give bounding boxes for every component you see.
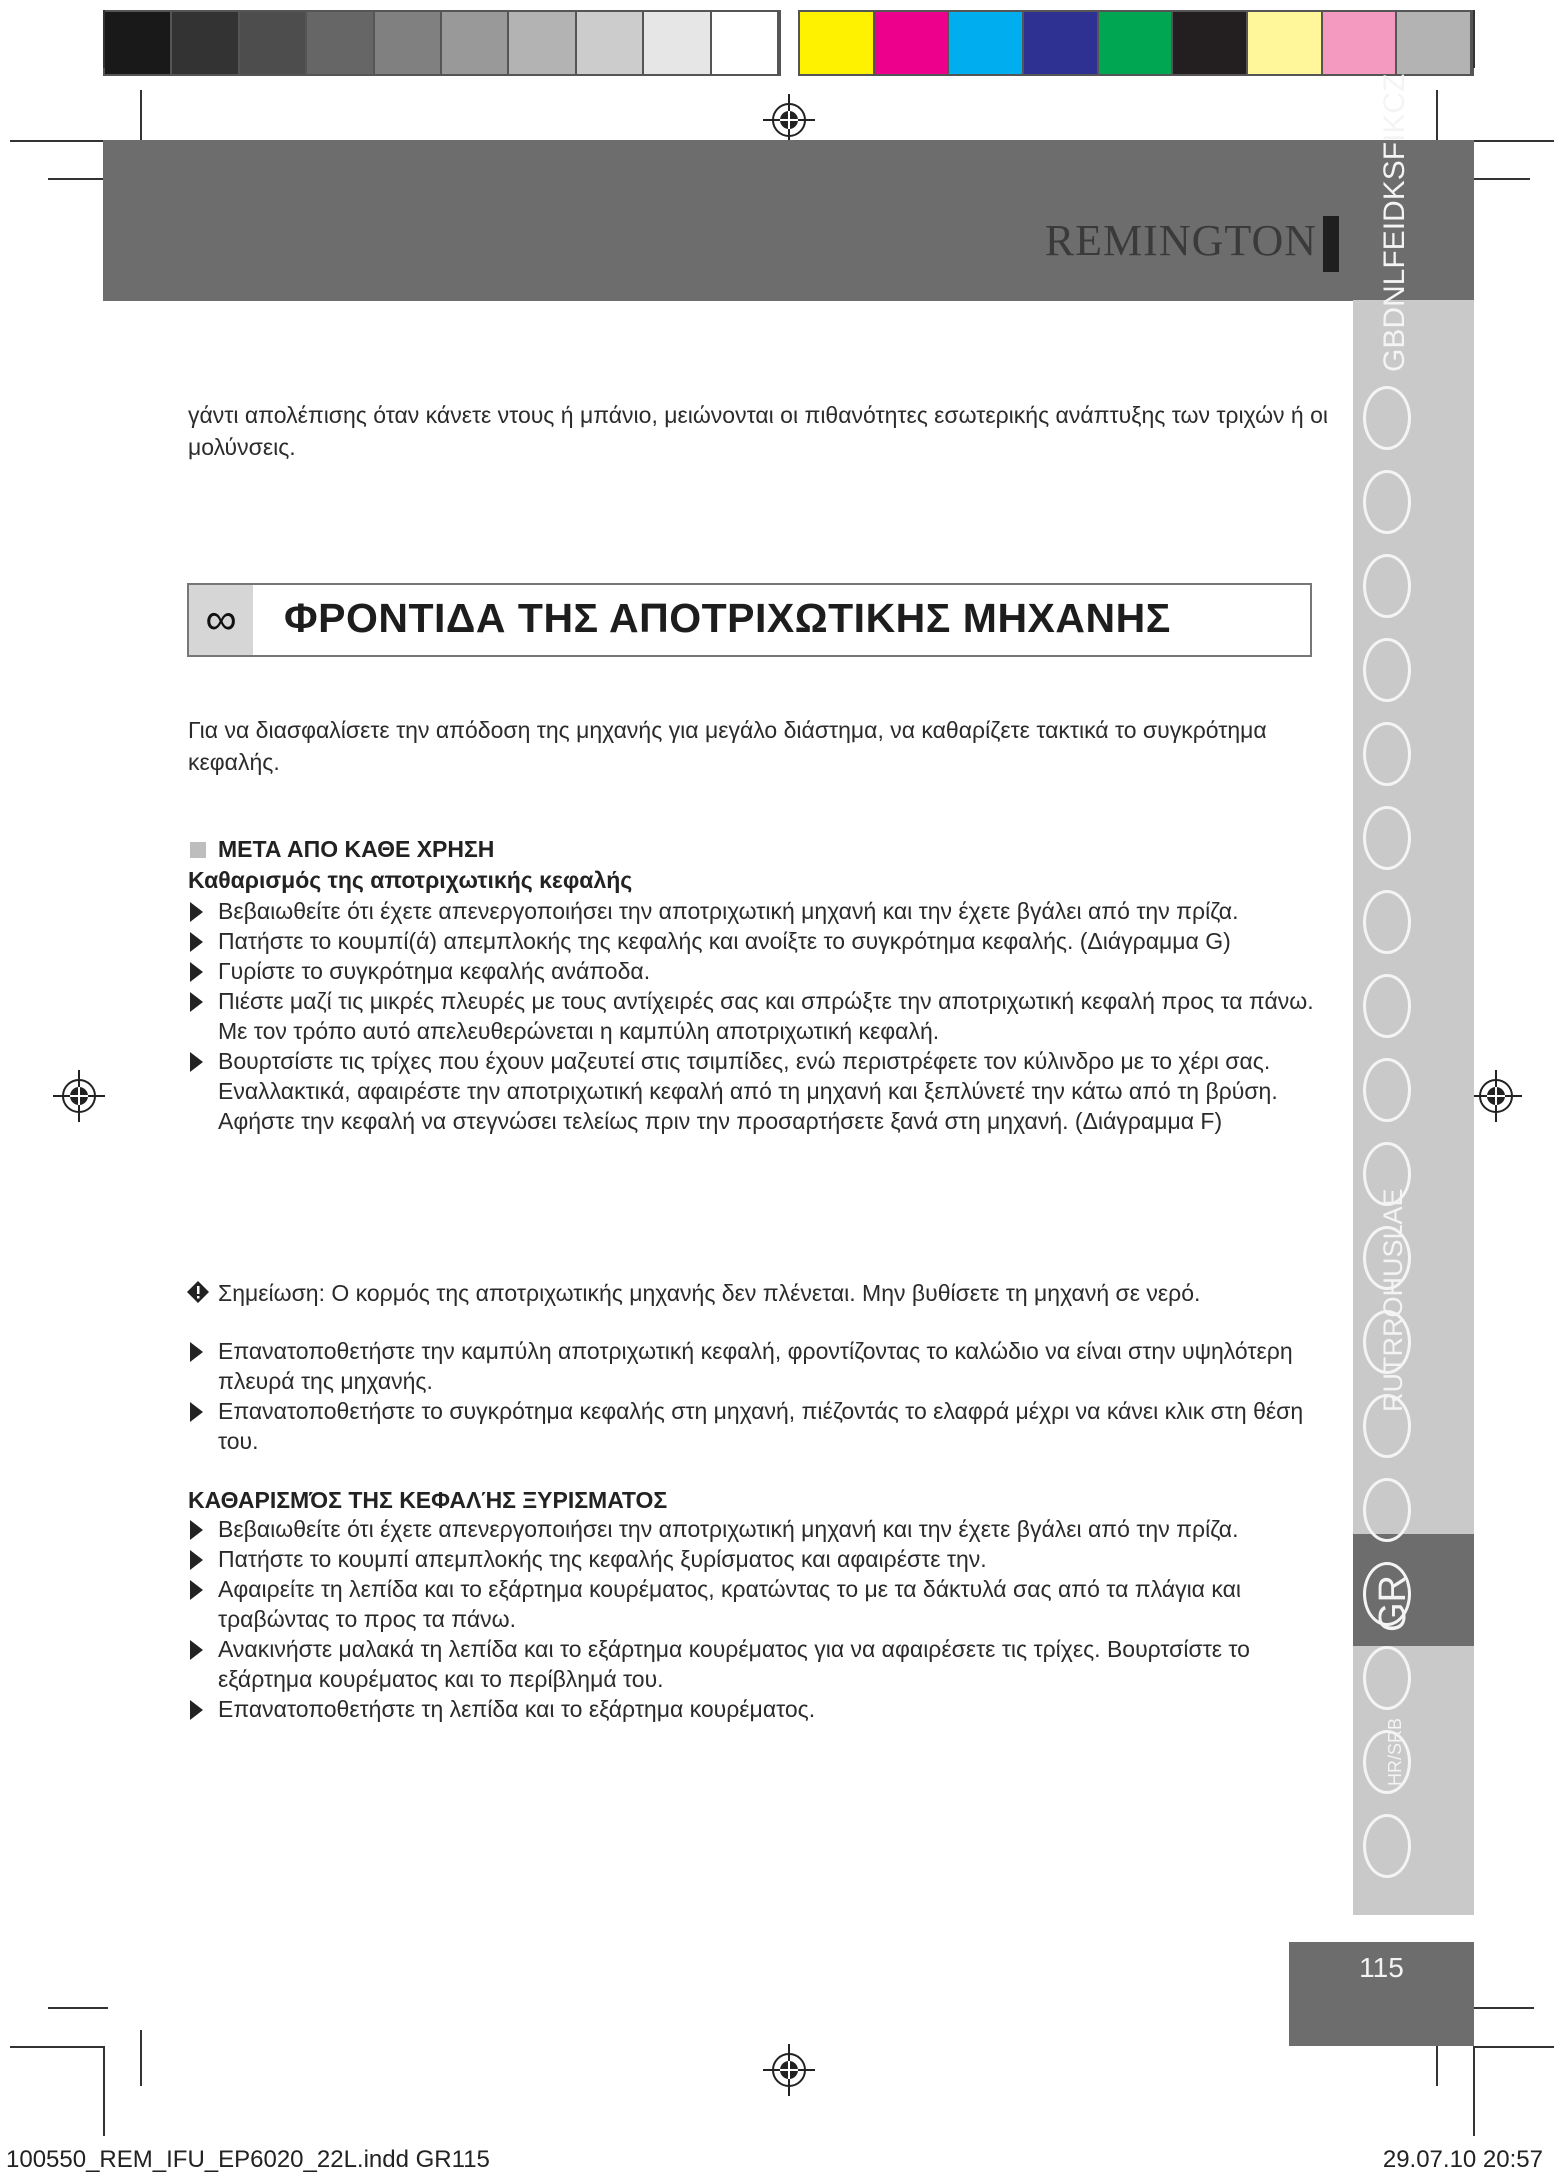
section-title: ΦΡΟΝΤΙΔΑ ΤΗΣ ΑΠΟΤΡΙΧΩΤΙΚΗΣ ΜΗΧΑΝΗΣ	[284, 595, 1171, 641]
crop-mark	[10, 2046, 104, 2048]
gray-swatch	[240, 12, 307, 74]
registration-target-icon	[763, 2044, 815, 2096]
crop-mark	[1473, 2046, 1475, 2136]
gray-swatch	[509, 12, 576, 74]
arrow-bullet-icon	[190, 1700, 203, 1720]
color-swatch	[1248, 12, 1323, 74]
language-circle-icon	[1363, 1730, 1411, 1794]
language-circle-icon	[1363, 1226, 1411, 1290]
page-number: 115	[1359, 1952, 1404, 1983]
list-item: Επανατοποθετήστε την καμπύλη αποτριχωτική κεφαλή, φροντίζοντας το καλώδιο να είναι στην υψηλότερη πλευρά της μηχανής.	[188, 1336, 1348, 1396]
list-item: Βεβαιωθείτε ότι έχετε απενεργοποιήσει την αποτριχωτική μηχανή και την έχετε βγάλει από την πρίζα.	[188, 896, 1348, 926]
after-use-heading: ΜΕΤΑ ΑΠΟ ΚΑΘΕ ΧΡΗΣΗ	[218, 836, 495, 862]
list-item: Επανατοποθετήστε τη λεπίδα και το εξάρτημα κουρέματος.	[188, 1694, 1348, 1724]
gray-swatch	[172, 12, 239, 74]
page-header	[103, 140, 1474, 301]
language-circle-icon	[1363, 1562, 1411, 1626]
sidebar-active-language: GR	[1372, 1575, 1414, 1632]
language-circle-icon	[1363, 722, 1411, 786]
crop-mark	[1474, 178, 1530, 180]
list-item: Βουρτσίστε τις τρίχες που έχουν μαζευτεί στις τσιμπίδες, ενώ περιστρέφετε τον κύλινδρο με το χέρι σας. Εναλλακτικά, αφαιρέστε την αποτριχωτική κεφαλή από τη μηχανή και ξεπλύνετέ την κάτω από τη βρύση. Αφήστε την κεφαλή να στεγνώσει τελείως πριν την προσαρτήσετε ξανά στη μηχανή. (Διάγραμμα F)	[188, 1046, 1348, 1136]
language-circle-icon	[1363, 890, 1411, 954]
language-circle-icon	[1363, 1310, 1411, 1374]
registration-target-icon	[1470, 1070, 1522, 1122]
date-slug: 29.07.10 20:57	[1382, 2146, 1543, 2173]
logo-bar	[1323, 216, 1339, 272]
gray-swatch	[375, 12, 442, 74]
sidebar-languages-top: GBDNLFEIDKSFIKCZ	[1378, 73, 1411, 372]
color-swatch	[800, 12, 875, 74]
language-circle-icon	[1363, 1478, 1411, 1542]
warning-icon	[186, 1280, 210, 1304]
arrow-bullet-icon	[190, 1520, 203, 1540]
list-item: Βεβαιωθείτε ότι έχετε απενεργοποιήσει την αποτριχωτική μηχανή και την έχετε βγάλει από την πρίζα.	[188, 1514, 1348, 1544]
crop-mark	[103, 2046, 105, 2136]
registration-target-icon	[763, 94, 815, 146]
square-bullet-icon	[190, 842, 206, 858]
sidebar-languages-mid: RUTRROHUSLAE	[1378, 1188, 1408, 1412]
color-swatch	[875, 12, 950, 74]
section-intro: Για να διασφαλίσετε την απόδοση της μηχανής για μεγάλο διάστημα, να καθαρίζετε τακτικά το συγκρότημα κεφαλής.	[188, 717, 1267, 775]
list-item: Γυρίστε το συγκρότημα κεφαλής ανάποδα.	[188, 956, 1348, 986]
list-item: Πατήστε το κουμπί απεμπλοκής της κεφαλής ξυρίσματος και αφαιρέστε την.	[188, 1544, 1348, 1574]
arrow-bullet-icon	[190, 1402, 203, 1422]
registration-target-icon	[53, 1070, 105, 1122]
arrow-bullet-icon	[190, 902, 203, 922]
crop-mark	[1474, 140, 1554, 142]
arrow-bullet-icon	[190, 932, 203, 952]
language-circle-icon	[1363, 1394, 1411, 1458]
crop-mark	[48, 178, 104, 180]
color-swatch	[1173, 12, 1248, 74]
gray-swatch	[105, 12, 172, 74]
gray-swatch	[644, 12, 711, 74]
intro-paragraph: γάντι απολέπισης όταν κάνετε ντους ή μπάνιο, μειώνονται οι πιθανότητες εσωτερικής ανάπτυξης των τριχών ή οι μολύνσεις.	[188, 402, 1329, 460]
language-circle-icon	[1363, 806, 1411, 870]
crop-mark	[140, 2030, 142, 2086]
crop-mark	[1473, 10, 1475, 68]
gray-swatch	[442, 12, 509, 74]
note-text: Σημείωση: Ο κορμός της αποτριχωτικής μηχανής δεν πλένεται. Μην βυθίσετε τη μηχανή σε νερό.	[218, 1280, 1201, 1306]
language-circle-icon	[1363, 470, 1411, 534]
list-item: Αφαιρείτε τη λεπίδα και το εξάρτημα κουρέματος, κρατώντας το με τα δάκτυλά σας από τα πλάγια και τραβώντας το προς τα πάνω.	[188, 1574, 1348, 1634]
list-item: Ανακινήστε μαλακά τη λεπίδα και το εξάρτημα κουρέματος για να αφαιρέσετε τις τρίχες. Βουρτσίστε το εξάρτημα κουρέματος και το περίβλημά του.	[188, 1634, 1348, 1694]
arrow-bullet-icon	[190, 1550, 203, 1570]
after-note-steps	[188, 1336, 1348, 1456]
gray-swatch	[712, 12, 779, 74]
arrow-bullet-icon	[190, 1580, 203, 1600]
color-swatch	[949, 12, 1024, 74]
grayscale-calibration-bar	[103, 10, 781, 76]
shaver-cleaning-heading: ΚΑΘΑΡΙΣΜΌΣ ΤΗΣ ΚΕΦΑΛΉΣ ΞΥΡΙΣΜΑΤΟΣ	[188, 1487, 668, 1513]
remington-logo: REMINGTON	[1044, 216, 1317, 265]
sidebar-languages-bottom: HR/SRB	[1385, 1717, 1405, 1786]
language-circle-icon	[1363, 1142, 1411, 1206]
language-circle-icon	[1363, 386, 1411, 450]
crop-mark	[10, 140, 104, 142]
crop-mark	[103, 10, 105, 68]
crop-mark	[1474, 2007, 1534, 2009]
color-swatch	[1397, 12, 1472, 74]
arrow-bullet-icon	[190, 1342, 203, 1362]
language-circle-icon	[1363, 974, 1411, 1038]
gray-swatch	[307, 12, 374, 74]
color-swatch	[1024, 12, 1099, 74]
color-swatch	[1099, 12, 1174, 74]
language-circle-icon	[1363, 638, 1411, 702]
infinity-icon: ∞	[189, 585, 253, 655]
after-use-subheading: Καθαρισμός της αποτριχωτικής κεφαλής	[188, 867, 633, 893]
shaver-cleaning-steps	[188, 1514, 1348, 1724]
after-use-steps	[188, 896, 1348, 1136]
arrow-bullet-icon	[190, 992, 203, 1012]
list-item: Πιέστε μαζί τις μικρές πλευρές με τους αντίχειρές σας και σπρώξτε την αποτριχωτική κεφαλή προς τα πάνω. Με τον τρόπο αυτό απελευθερώνεται η καμπύλη αποτριχωτική κεφαλή.	[188, 986, 1348, 1046]
arrow-bullet-icon	[190, 1052, 203, 1072]
language-circle-icon	[1363, 1058, 1411, 1122]
arrow-bullet-icon	[190, 1640, 203, 1660]
list-item: Επανατοποθετήστε το συγκρότημα κεφαλής στη μηχανή, πιέζοντάς το ελαφρά μέχρι να κάνει κλικ στη θέση του.	[188, 1396, 1348, 1456]
language-circle-icon	[1363, 554, 1411, 618]
color-calibration-bar	[798, 10, 1474, 76]
language-circle-icon	[1363, 1646, 1411, 1710]
crop-mark	[1474, 2046, 1554, 2048]
arrow-bullet-icon	[190, 962, 203, 982]
language-circle-icon	[1363, 1814, 1411, 1878]
file-slug: 100550_REM_IFU_EP6020_22L.indd GR115	[6, 2146, 490, 2173]
crop-mark	[48, 2007, 108, 2009]
gray-swatch	[577, 12, 644, 74]
list-item: Πατήστε το κουμπί(ά) απεμπλοκής της κεφαλής και ανοίξτε το συγκρότημα κεφαλής. (Διάγραμμα G)	[188, 926, 1348, 956]
section-header	[187, 583, 1312, 657]
color-swatch	[1323, 12, 1398, 74]
